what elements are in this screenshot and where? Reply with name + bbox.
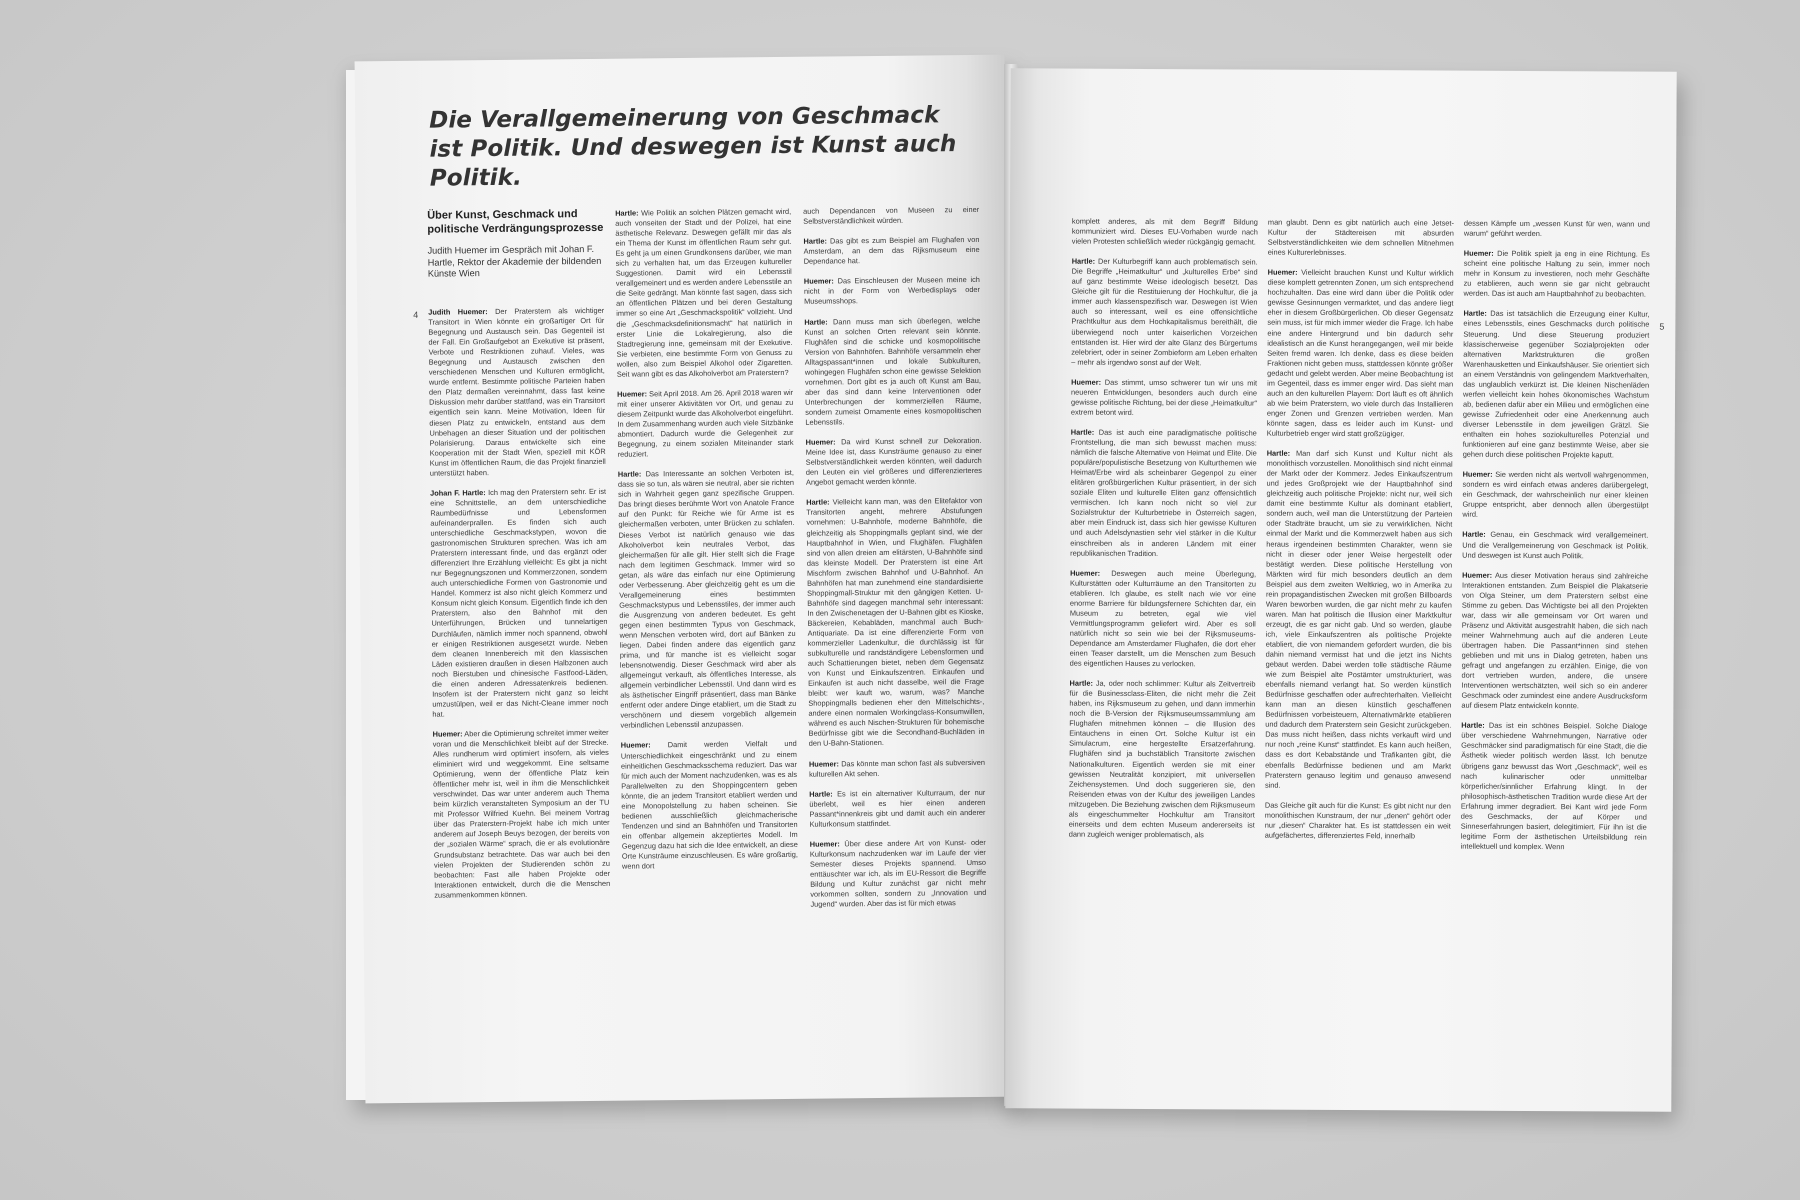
text-column-2: Hartle: Wie Politik an solchen Plätzen gemacht wird, auch vonseiten der Stadt und der Polizei, hat eine ästhetische Relevanz. Deswegen gefällt mir das als ein Thema der Kunst im öffentlichen Raum sehr gut. Es geht ja um einen Grundkonsens darüber, wie man sich zu verhalten hat, um das Erzeugen kultureller Suggestionen. Damit wird ein Lebensstil verallgemeinert und es werden andere Lebensstile an die Seite gedrängt. Man könnte fast sagen, dass sich an öffentlichen Plätzen und bei deren Gestaltung immer so eine Art „Geschmackspolitik“ vollzieht. Und die „Geschmacksdefinitionsmacht“ hat natürlich in erster Linie die Lokalregierung, also die Stadtregierung inne, gemeinsam mit der Exekutive. Sie verbieten, eine bestimmte Form von Genuss zu wollen, also zum Beispiel Alkohol oder Zigaretten. Seit wann gibt es das Alkoholverbot am Praterstern? Huemer: Seit April 2018. Am 26. April 2018 waren wir mit einer unserer Aktivitäten vor Ort, und genau zu diesem Zeitpunkt wurde das Alkoholverbot eingeführt. In dem Zusammenhang wurden auch viele Sitzbänke abmontiert. Dadurch wurde die Gelegenheit zur Begegnung, zu einem sozialen Miteinander stark reduziert. Hartle: Das Interessante an solchen Verboten ist, dass sie so tun, als wären sie neutral, aber sie richten sich in Wahrheit gegen ganz spezifische Gruppen. Das bringt dieses berühmte Wort von Anatole France auf den Punkt: für Reiche wie für Arme ist es gleichermaßen verboten, unter Brücken zu schlafen. Dieses Verbot ist natürlich genauso wie das Alkoholverbot kein neutrales Verbot, das gleichermaßen für alle gilt. Hier stellt sich die Frage nach dem legitimen Geschmack. Immer wird so getan, als wäre das einfach nur eine Optimierung oder Verbesserung. Aber gleichzeitig geht es um die Verallgemeinerung eines bestimmten Geschmackstypus und Lebensstiles, der immer auch die Ausgrenzung von anderen bedeutet. Es geht gegen einen bestimmten Typus von Geschmack, wenn Menschen verboten wird, dort auf Bänken zu liegen. Dabei finden andere das eigentlich ganz prima, und für manche ist es vielleicht sogar lebensnotwendig. Dieser Geschmack wird aber als allgemeingut verkauft, als öffentliches Interesse, als allgemein verbindlicher Lebensstil. Und dann wird es als ästhetischer Eingriff präsentiert, dass man Bänke entfernt oder andere Dinge etabliert, um die Stadt zu verschönern und diesem vorgeblich allgemein verbindlichen Lebensstil anzupassen. Huemer: Damit werden Vielfalt und Unterschiedlichkeit eingeschränkt und zu einem einheitlichen Geschmacksschema reduziert. Das war für mich auch der Moment nachzudenken, was es als Parallelwelten zu den Shoppingcentern geben könnte, die an jedem Transitort etabliert werden und eine Monopolstellung zu haben scheinen. Sie bedienen ausschließlich gleichmacherische Tendenzen und sind an Bahnhöfen und Transitorten ein offenbar allgemein akzeptiertes Modell. Im Gegenzug dazu hat sich die Idee entwickelt, an diese Orte Kunsträume einzuschleusen. Es wäre großartig, wenn dort — [615, 206, 798, 871]
text-column-3: auch Dependancen von Museen zu einer Selbstverständlichkeit würden. Hartle: Das gibt es zum Beispiel am Flughafen von Amsterdam, an dem das Rijksmuseum eine Dependance hat. Huemer: Das Einschleusen der Museen meine ich nicht in der Form von Werbedisplays oder Museumsshops. Hartle: Dann muss man sich überlegen, welche Kunst an solchen Orten relevant sein könnte. Flughäfen sind die schicke und kosmopolitische Version von Bahnhöfen. Bahnhöfe versammeln eher Alltagspassant*innen und lokale Subkulturen, wohingegen Flughäfen schon eine gewisse Selektion vornehmen. Dort gibt es ja auch oft Kunst am Bau, aber das sind dann keine Interventionen oder Unterbrechungen der kommerziellen Räume, sondern zumeist Ornamente eines kosmopolitischen Lebensstils. Huemer: Da wird Kunst schnell zur Dekoration. Meine Idee ist, dass Kunsträume genauso zu einer Selbstverständlichkeit werden könnten, weil dadurch den Leuten ein viel größeres und differenzierteres Angebot gemacht werden könnte. Hartle: Vielleicht kann man, was den Elitefaktor von Transitorten angeht, mehrere Abstufungen vornehmen: U-Bahnhöfe, moderne Bahnhöfe, die gleichzeitig als Shoppingmalls geplant sind, wie der Hauptbahnhof in Wien, und Flughäfen. Flughäfen sind von allen dreien am elitärsten, U-Bahnhöfe sind das kleinste Modell. Der Praterstern ist eine Art Mischform zwischen Bahnhof und U-Bahnhof. An Bahnhöfen hat man zunehmend eine standardisierte Shoppingmall-Struktur mit den gängigen Ketten. U-Bahnhöfe sind dagegen manchmal sehr interessant: In den Zwischenetagen der U-Bahnen gibt es Kioske, Bäckereien, Kebabläden, manchmal auch Buch-Antiquariate. Da ist eine differenzierte Form von kommerzieller Ladenkultur, die durchlässig ist für subkulturelle und randständigere Lebensformen und auch Schattierungen bietet, neben dem Gegensatz von Kunst und Einkaufszentren. Einkaufen und Einkaufen ist auch nicht dasselbe, weil die Frage bleibt: wer kauft wo, warum, was? Manche Shoppingmalls bedienen eher den Mittelschichts-, andere einen normalen Workingclass-Konsumwillen, während es auch Nischen-Strukturen für bohemische Bedürfnisse gibt wie die Secondhand-Buchläden in den U-Bahn-Stationen. Huemer: Das könnte man schon fast als subversiven kulturellen Akt sehen. Hartle: Es ist ein alternativer Kulturraum, der nur überlebt, weil es hier einen anderen Passant*innenkreis gibt und damit auch ein anderer Kulturkonsum stattfindet. Huemer: Über diese andere Art von Kunst- oder Kulturkonsum nachzudenken war im Laufe der vier Semester dieses Projekts spannend. Umso enttäuschter war ich, als im EU-Ressort die Begriffe Bildung und Kultur zunächst gar nicht mehr vorkommen sollten, sondern zu „Innovation und Jugend“ wurden. Aber das ist für mich etwas — [803, 204, 987, 909]
page-number-left: 4 — [413, 309, 419, 320]
headline-line-2: ist Politik. Und deswegen ist Kunst auch Politik. — [429, 131, 957, 192]
headline — [429, 101, 970, 194]
article-byline: Judith Huemer im Gespräch mit Johan F. Hartle, Rektor der Akademie der bildenden Künste Wien — [427, 243, 602, 279]
text-column-4: komplett anderes, als mit dem Begriff Bildung kommuniziert wird. Dieses EU-Vorhaben wurde nach vielen Protesten schließlich wieder rückgängig gemacht. Hartle: Der Kulturbegriff kann auch problematisch sein. Die Begriffe „Heimatkultur“ und „kulturelles Erbe“ sind auf ganz bestimmte Weise ideologisch besetzt. Das Gleiche gilt für die Restituierung der Hochkultur, die ja immer auch klassenspezifisch war. Deswegen ist Wien auch so interessant, weil es eine offensichtliche Prachtkultur aus dem Hochkapitalismus bereithält, die überwiegend noch unter kaiserlichen Vorzeichen entstanden ist. Hier wird der alte Glanz des Bürgertums zelebriert, oder in seiner Zombieform am Leben erhalten – mehr als irgendwo sonst auf der Welt. Huemer: Das stimmt, umso schwerer tun wir uns mit neueren Entwicklungen, besonders auch durch eine gewisse politische Richtung, bei der diese „Heimatkultur“ extrem betont wird. Hartle: Das ist auch eine paradigmatische politische Frontstellung, die man sich bewusst machen muss: nämlich die falsche Alternative von Heimat und Elite. Die populäre/populistische Besetzung von Kulturthemen wie Heimat/Erbe wird als scheinbarer Gegenpol zu einer elitären großbürgerlichen Kultur präsentiert, in der sich soziale Eliten und kulturelle Eliten ganz offensichtlich vermischen. Ich kann noch nicht so viel zur Sozialstruktur der Kulturbetriebe in Österreich sagen, aber mein Eindruck ist, dass sich hier gewisse Kulturen und auch Adelsdynastien sehr viel stärker in die Kultur einschreiben als in anderen Ländern mit einer republikanischen Tradition. Huemer: Deswegen auch meine Überlegung, Kulturstätten oder Kulturräume an den Transitorten zu etablieren. Ich glaube, es stellt nach wie vor eine enorme Barriere für bildungsfernere Schichten dar, ein Museum zu betreten, egal wie viel Vermittlungsprogramm geliefert wird. Aber es soll natürlich nicht so sein wie bei der Rijksmuseums-Dependance am Amsterdamer Flughafen, die dort eher einen Teaser darstellt, um die Menschen zum Besuch des eigentlichen Hauses zu verlocken. Hartle: Ja, oder noch schlimmer: Kultur als Zeitvertreib für die Businessclass-Eliten, die nicht mehr die Zeit haben, ins Rijksmuseum zu gehen, und dann immerhin noch die B-Version der Rijksmuseumssammlung am Flughafen mitnehmen können – die Illusion des Eintauchens in einen Ort. Solche Kultur ist ein Simulacrum, eine hergestellte Ersatzerfahrung. Flughäfen sind ja buchstäblich Transitorte zwischen Nationalkulturen. Eigentlich werden sie mit einer gewissen Neutralität konzipiert, mit universellen Zeichensystemen. Und doch suggerieren sie, den Reisenden etwas von der Kultur des jeweiligen Landes mitzugeben. Die Beziehung zwischen dem Rijksmuseum als eingeschummelter Hochkultur am Transitort einerseits und dem echten Museum andererseits ist dann zugleich weniger problematisch, als — [1068, 216, 1258, 840]
text-column-5: man glaubt. Denn es gibt natürlich auch eine Jetset-Kultur der Städtereisen mit absurden Selbstverständlichkeiten wie dem schnellen Mitnehmen eines Kulturerlebnisses. Huemer: Vielleicht brauchen Kunst und Kultur wirklich diese komplett getrennten Zonen, um sich entsprechend hochzuhalten. Das eine wird dann über die Politik oder gewisse Gesinnungen vermarktet, und das andere liegt eher in diesem Großbürgerlichen. Ob dieser Gegensatz sein muss, ist für mich immer wieder die Frage. Ich habe eine andere Hintergrund und bin dadurch sehr idealistisch an die Kunst herangegangen, weil mir beide Seiten fremd waren. Ich denke, dass es diese beiden Fraktionen nicht geben muss, stattdessen könnte größer gedacht und gelebt werden. Aber meine Beobachtung ist im Gegenteil, dass es immer enger wird. Das sieht man auch an den kulturellen Playern: Dort läuft es oft ähnlich ab wie beim Praterstern, wo viele durch das Installieren enger Zonen und Grenzen vertrieben werden. Man könnte sagen, dass es leider auch im Kunst- und Kulturbetrieb enger wird statt großzügiger. Hartle: Man darf sich Kunst und Kultur nicht als monolithisch vorzustellen. Monolithisch sind nicht einmal der Markt oder der Kommerz. Jedes Einkaufszentrum und jedes Großprojekt wie der Hauptbahnhof sind gleichzeitig auch politische Projekte: nicht nur, weil sich damit eine bestimmte Kultur als dominant etabliert, sondern auch, weil man die Unterstützung der Parteien oder Stadträte braucht, um sie zu verwirklichen. Nicht einmal der Markt und die Kommerzwelt haben aus sich heraus irgendeinen bestimmten Charakter, wenn sie nicht in dieser oder jener Weise hergestellt oder bestätigt werden. Diese politische Herstellung von Märkten wird für mich besonders deutlich an dem Beispiel aus dem zweiten Weltkrieg, wo in Amerika zu rein propagandistischen Zwecken mit großen Billboards Waren beworben wurden, die gar nicht mehr zu kaufen waren. Man hat politisch die Illusion einer Marktkultur erzeugt, die es gar nicht gab. Und so werden, glaube ich, viele Einkaufszentren als politische Projekte etabliert, die von niemandem gefordert wurden, die bis dahin niemand vermisst hat und die jetzt ins Nichts gebaut werden. Dabei werden tolle städtische Räume wie zum Beispiel alte Postämter umstrukturiert, was ebenfalls niemand verlangt hat. So werden künstlich Bedürfnisse geschaffen oder aufrechterhalten. Vielleicht kann man an diesen künstlich geschaffenen Bedürfnissen vorbeisteuern, Alternativmärkte etablieren und dadurch dem Praterstern sein Gesicht zurückgeben. Das muss nicht heißen, dass nichts verkauft wird und nur noch „reine Kunst“ stattfindet. Es kann auch heißen, dass es dort Kebabstände und Trafikanten gibt, die ebenfalls Bedürfnisse bedienen und am Markt Praterstern genauso legitim und genauso anwesend sind. Das Gleiche gilt auch für die Kunst: Es gibt nicht nur den monolithischen Kunstraum, der nur „denen“ gehört oder nur „diesen“ Charakter hat. Es ist stattdessen ein weit aufgefächertes, differenziertes Feld, innerhalb — [1264, 217, 1454, 841]
text-column-1: Judith Huemer: Der Praterstern als wichtiger Transitort in Wien könnte ein großartiger Ort für Begegnung und Austausch sein. Das Gegenteil ist der Fall. Ein Großaufgebot an Exekutive ist präsent, Verbote und Restriktionen zuhauf. Vieles, was Begegnung und Austausch zwischen den verschiedenen Menschen und Kulturen ermöglicht, wurde entfernt. Bestimmte politische Parteien haben den Platz dermaßen vereinnahmt, dass fast keine Diskussion mehr darüber stattfand, was ein Transitort eigentlich sein kann. Meine Motivation, Ideen für diesen Platz zu entwickeln, entstand aus dem Unbehagen an dieser Situation und der politischen Polarisierung. Daraus entwickelte sich eine Kooperation mit der Stadt Wien, speziell mit KÖR Kunst im öffentlichen Raum, die das Projekt finanziell unterstützt haben. Johan F. Hartle: Ich mag den Praterstern sehr. Er ist eine Schnittstelle, an dem unterschiedliche Raumbedürfnisse und Lebensformen aufeinanderprallen. Es finden sich auch unterschiedliche Geschmackstypen, wovon die gastronomischen Strukturen sprechen. Was ich am Praterstern interessant finde, und das ergänzt oder differenziert Ihre Erzählung vielleicht: Es gibt ja nicht nur Begegnungszonen und Kommerzzonen, sondern auch unterschiedliche Formen von Gastronomie und Handel. Kommerz ist also nicht gleich Kommerz und Konsum nicht gleich Konsum. Eigentlich finde ich den Praterstern, also den Bahnhof mit den Unterführungen, Brücken und tunnelartigen Durchläufen, nämlich immer noch spannend, obwohl er einigen Restriktionen ausgesetzt wurde. Neben dem cleanen Innenbereich mit den klassischen Läden existieren draußen in diesen Halbzonen auch noch Bierstuben und chinesische Fastfood-Läden, die einen anderen Adressatenkreis bedienen. Insofern ist der Praterstern nicht ganz so leicht umzustülpen, weil er das Nicht-Cleane immer noch hat. Huemer: Aber die Optimierung schreitet immer weiter voran und die Menschlichkeit bleibt auf der Strecke. Alles rundherum wird optimiert insofern, als vieles eliminiert wird und weggekommt. Eine seltsame Optimierung, wenn der öffentliche Platz kein öffentlicher mehr ist, weil in ihm die Menschlichkeit verschwindet. Das war unter anderem auch Thema beim kürzlich veranstalteten Symposium an der TU mit Professor Wilfried Kuehn. Bei meinem Vortrag über das Praterstern-Projekt habe ich mich unter anderem auf Joseph Beuys bezogen, der bereits von der „sozialen Wärme“ sprach, die er als evolutionäre Grundsubstanz betrachtete. Das war auch bei den vielen Projekten der Studierenden schön zu beobachten: Fast alle haben Projekte oder Interaktionen entwickelt, durch die die Menschen zusammenkommen können. — [428, 305, 611, 900]
headline-line-1: Die Verallgemeinerung von Geschmack — [429, 102, 940, 134]
text-column-6: dessen Kämpfe um „wessen Kunst für wen, wann und warum“ geführt werden. Huemer: Die Politik spielt ja eng in eine Richtung. Es scheint eine politische Haltung zu sein, immer noch mehr in Konsum zu investieren, noch mehr Geschäfte zu etablieren, auch wenn sie gar nicht gebraucht werden. Das ist auch am Hauptbahnhof zu beobachten. Hartle: Das ist tatsächlich die Erzeugung einer Kultur, eines Lebensstils, eines Geschmacks durch politische Steuerung. Und diese Steuerung produziert klassischerweise gegenüber Sozialprojekten oder alternativen Marktstrukturen die großen Warenhausketten und Einkaufshäuser. Sie orientiert sich an einem Verständnis von gelingendem Marktverhalten, das unglaublich verkürzt ist. Die kleinen Nischenläden werfen vielleicht kein hohes ökonomisches Wachstum ab, bedienen dafür aber ein Milieu und ermöglichen eine gewisse Zufriedenheit oder eine Anerkennung auch diverser Lebensstile in dem jeweiligen Grätzl. Sie enthalten ein hohes soziokulturelles Potenzial und funktionieren auf eine ganz bestimmte Weise, aber sie gehen durch diese politischen Projekte kaputt. Huemer: Sie werden nicht als wertvoll wahrgenommen, sondern es wird einfach etwas anderes darübergelegt, ein Geschmack, der wahrscheinlich nur einer kleinen Gruppe entspricht, aber dennoch allen übergestülpt wird. Hartle: Genau, ein Geschmack wird verallgemeinert. Und die Verallgemeinerung von Geschmack ist Politik. Und deswegen ist Kunst auch Politik. Huemer: Aus dieser Motivation heraus sind zahlreiche Interaktionen entstanden. Zum Beispiel die Plakatserie von Olga Steiner, um dem Praterstern selbst eine Stimme zu geben. Das Wichtigste bei all den Projekten war, dass wir alle gemeinsam vor Ort waren und Präsenz und Aktivität ausgestrahlt haben, die sich nach meiner Wahrnehmung auch auf die anderen Leute übertragen haben. Die Passant*innen sind stehen geblieben und mit uns in Dialog getreten, haben uns gefragt und angefangen zu erzählen. Einige, die von dort vertrieben wurden, andere, die unsere Interventionen wertschätzten, weil sich so ein anderer Geschmack oder zumindest eine andere Ausdrucksform auf diesem Platz entwickeln konnte. Hartle: Das ist ein schönes Beispiel. Solche Dialoge über verschiedene Wahrnehmungen, Narrative oder Geschmäcker sind paradigmatisch für eine Stadt, die die Ästhetik wieder politisch werden lässt. Ich benutze übrigens ganz bewusst das Wort „Geschmack“, weil es nach kulinarischer oder unmittelbar körperlicher/sinnlicher Erfahrung klingt. In der philosophisch-ästhetischen Tradition wurde diese Art der Erfahrung immer degradiert. Bei Kant wird jede Form des Geschmacks, der auf Körper und Sinneserfahrungen basiert, delegitimiert. Für ihn ist die legitime Form der ästhetischen Urteilsbildung rein intellektuell und komplex. Wenn — [1460, 218, 1650, 852]
right-page — [1005, 68, 1676, 1111]
page-number-right: 5 — [1659, 321, 1665, 332]
left-page — [355, 55, 1016, 1104]
article-subtitle: Über Kunst, Geschmack und politische Verdrängungsprozesse — [427, 208, 604, 236]
